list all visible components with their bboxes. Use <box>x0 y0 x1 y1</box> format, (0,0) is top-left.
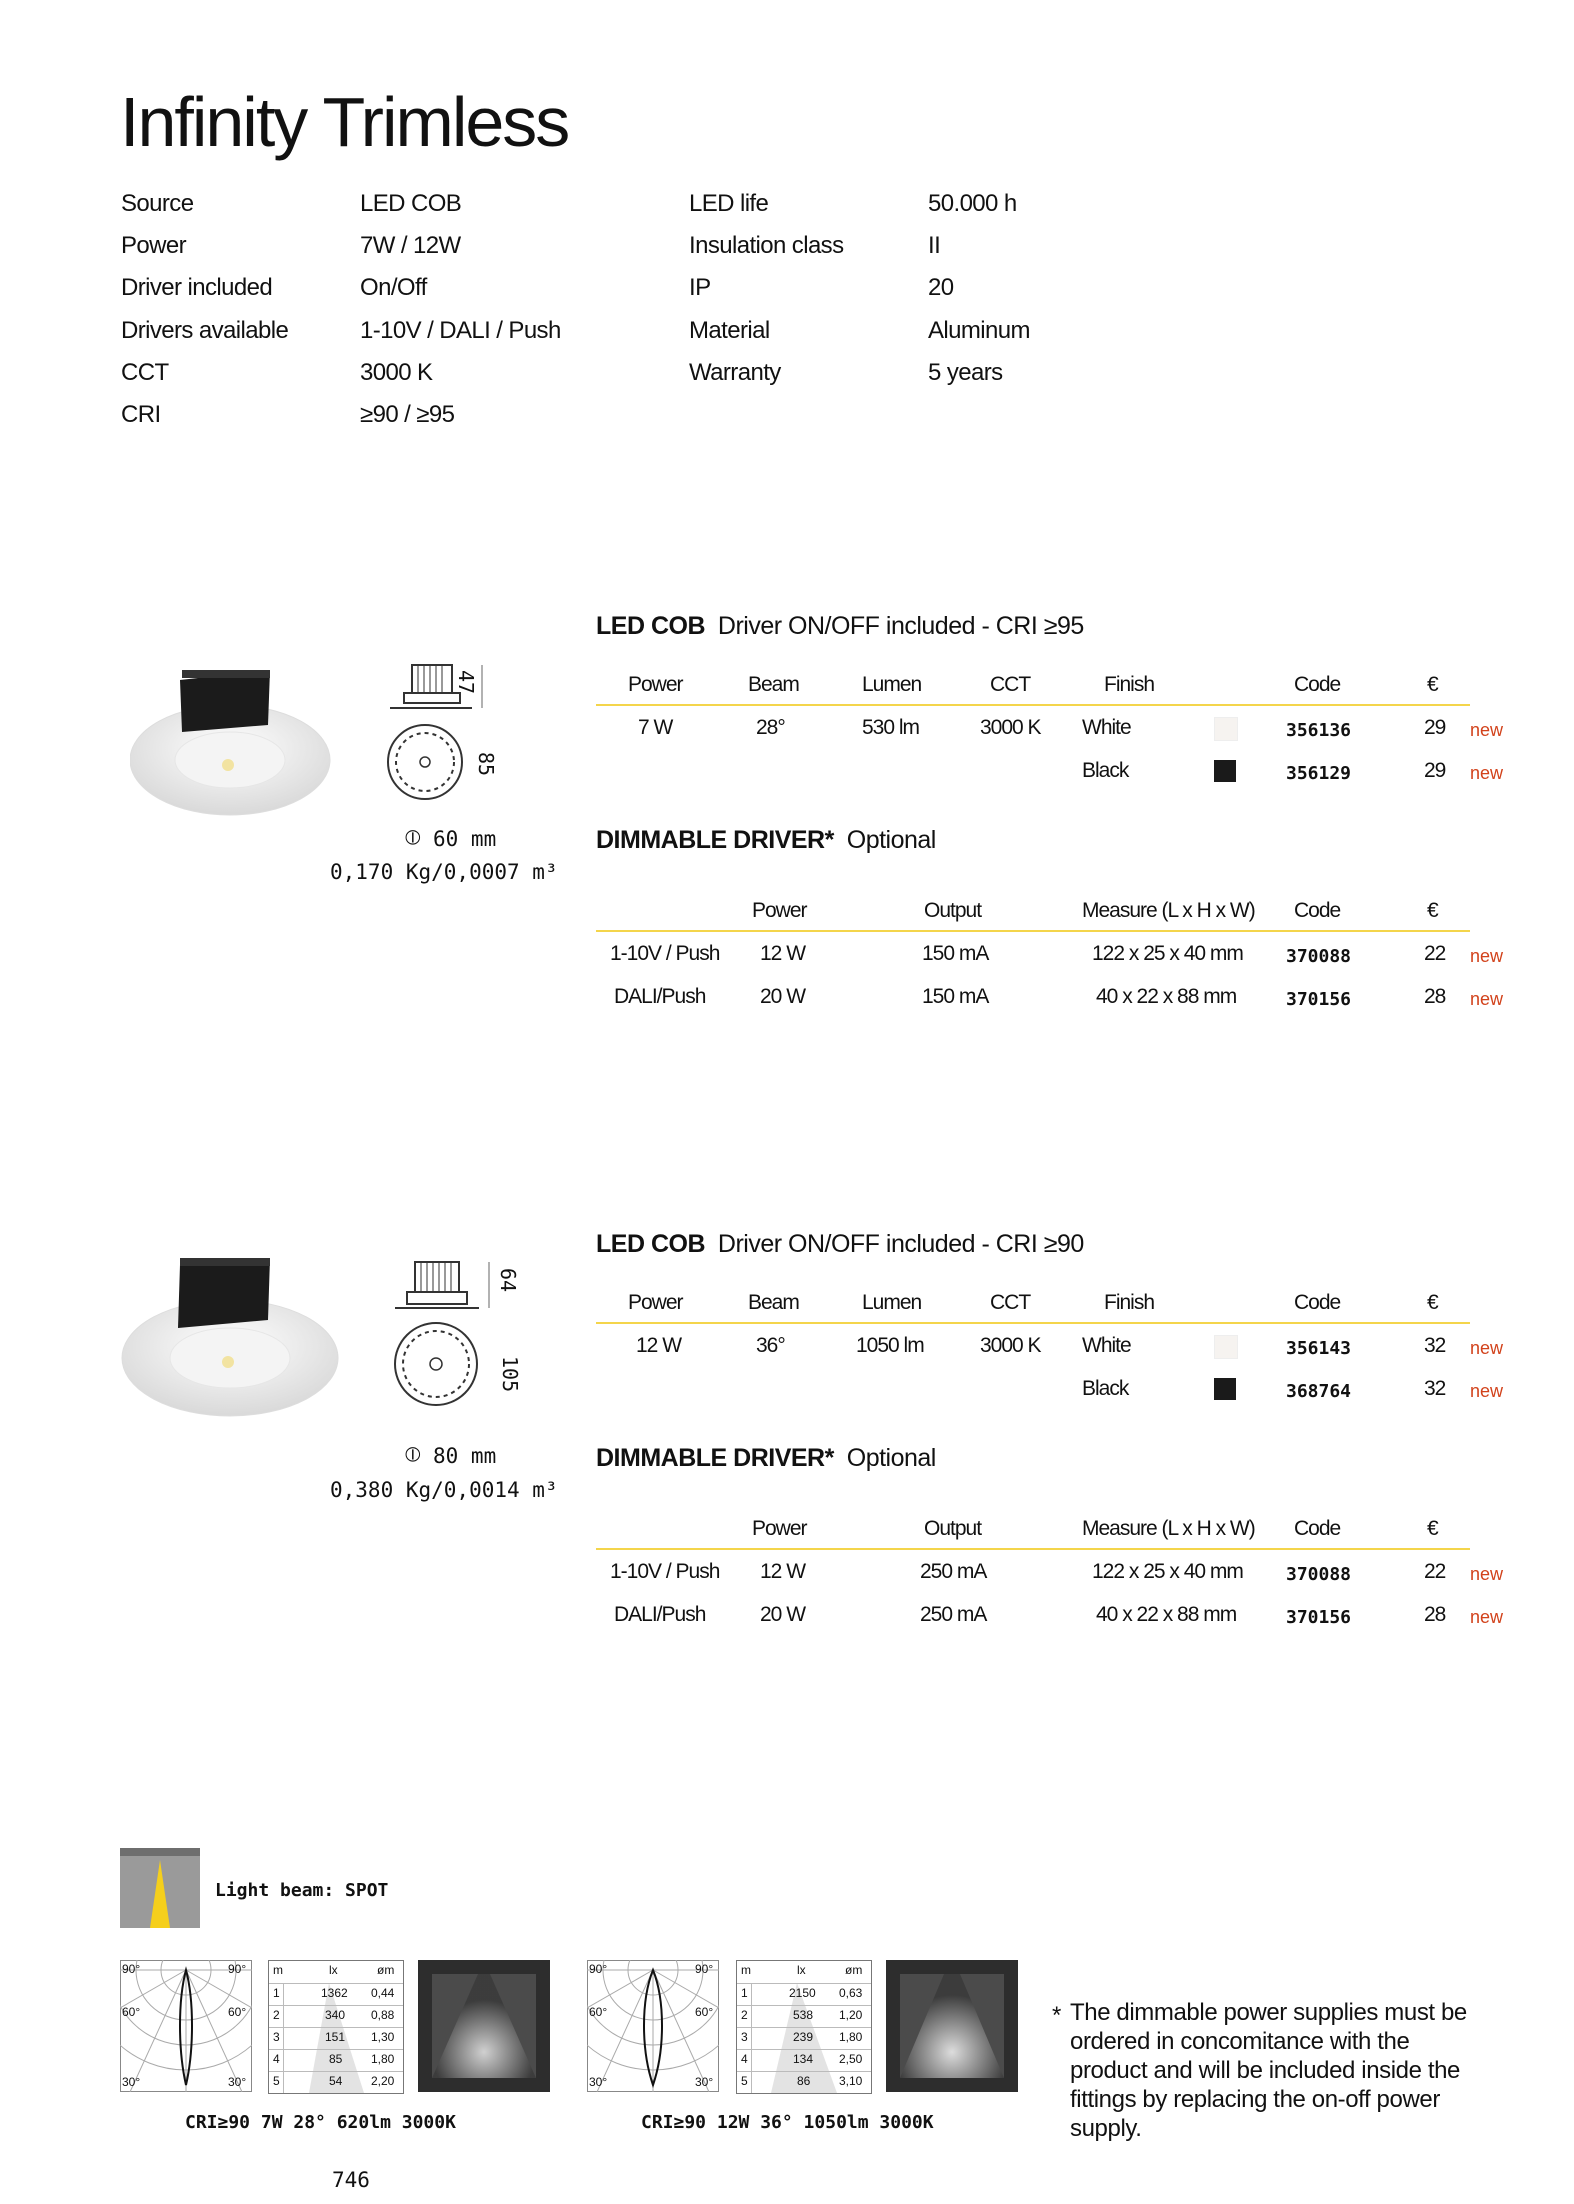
cell: 1 <box>273 1986 280 2000</box>
dim-diameter: 105 <box>498 1356 522 1393</box>
cell: 1,30 <box>371 2030 395 2044</box>
spec-label: LED life <box>689 190 769 217</box>
spec-value: On/Off <box>360 274 427 301</box>
driver-measure: 122 x 25 x 40 mm <box>1092 1560 1243 1583</box>
spec-value: II <box>928 232 941 259</box>
cell: 54 <box>329 2074 343 2088</box>
code-white: 356143 <box>1286 1338 1352 1359</box>
cell: 1362 <box>321 1986 348 2000</box>
driver-price: 22 <box>1424 1560 1446 1583</box>
section-title-bold: LED COB <box>596 612 705 640</box>
header-lumen: Lumen <box>862 673 922 696</box>
cell-beam: 28° <box>756 716 785 739</box>
cutout-icon: ⦶ <box>405 825 421 849</box>
cell: 239 <box>793 2030 814 2044</box>
top-drawing <box>392 1320 492 1420</box>
spec-label: Drivers available <box>121 317 289 344</box>
footnote: The dimmable power supplies must be ordered in concomitance with the product and will be included inside the fittings by replacing the on-off power supply. <box>1070 1999 1467 2142</box>
spec-label: CCT <box>121 359 169 386</box>
price-white: 32 <box>1424 1334 1446 1357</box>
section-title <box>596 1230 1084 1259</box>
driver-output: 150 mA <box>922 942 989 965</box>
header-beam: Beam <box>748 1291 799 1314</box>
angle-label: 60° <box>122 2005 141 2019</box>
driver-header-code: Code <box>1294 1517 1341 1540</box>
cell-lumen: 530 lm <box>862 716 920 739</box>
spec-label: Material <box>689 317 770 344</box>
code-white: 356136 <box>1286 720 1352 741</box>
header-rule <box>596 704 1470 706</box>
cell: 85 <box>329 2052 343 2066</box>
spec-value: 50.000 h <box>928 190 1017 217</box>
angle-label: 30° <box>589 2075 608 2089</box>
price-black: 29 <box>1424 759 1446 782</box>
finish-black-swatch <box>1214 1378 1236 1400</box>
side-drawing <box>390 660 500 720</box>
driver-output: 250 mA <box>920 1603 987 1626</box>
new-badge: new <box>1470 1338 1504 1358</box>
cell: 0,63 <box>839 1986 863 2000</box>
cell-beam: 36° <box>756 1334 785 1357</box>
product-photo <box>120 1250 360 1420</box>
photometry-caption: CRI≥90 7W 28° 620lm 3000K <box>185 2112 456 2133</box>
spec-value: ≥90 / ≥95 <box>360 401 455 428</box>
cell: 1,20 <box>839 2008 863 2022</box>
section-title-rest: Driver ON/OFF included - CRI ≥95 <box>717 612 1084 640</box>
illuminance-table <box>736 1960 872 2094</box>
driver-power: 20 W <box>760 985 806 1008</box>
cell: 5 <box>741 2074 748 2088</box>
angle-label: 30° <box>228 2075 247 2089</box>
new-badge: new <box>1470 989 1504 1009</box>
cell: 2150 <box>789 1986 816 2000</box>
header-beam: Beam <box>748 673 799 696</box>
angle-label: 60° <box>589 2005 608 2019</box>
header-finish: Finish <box>1104 673 1155 696</box>
beam-render <box>418 1960 550 2092</box>
dim-height: 47 <box>454 670 478 695</box>
spec-label: Driver included <box>121 274 273 301</box>
cell: 1 <box>741 1986 748 2000</box>
header-price: € <box>1427 1291 1438 1314</box>
header-rule <box>596 1322 1470 1324</box>
spec-value: 5 years <box>928 359 1003 386</box>
spec-label: CRI <box>121 401 161 428</box>
angle-label: 90° <box>228 1962 247 1976</box>
code-black: 368764 <box>1286 1381 1352 1402</box>
cell: 86 <box>797 2074 811 2088</box>
header-code: Code <box>1294 673 1341 696</box>
beam-render <box>886 1960 1018 2092</box>
driver-title-rest: Optional <box>846 1444 936 1472</box>
polar-diagram <box>120 1960 252 2092</box>
driver-title <box>596 1444 936 1473</box>
col-header: øm <box>845 1963 863 1977</box>
driver-type: 1-10V / Push <box>610 942 720 965</box>
price-white: 29 <box>1424 716 1446 739</box>
weight-volume: 0,380 Kg/0,0014 m³ <box>330 1478 558 1502</box>
driver-title-rest: Optional <box>846 826 936 854</box>
top-drawing <box>385 722 475 812</box>
finish-white: White <box>1082 1334 1131 1357</box>
finish-white-swatch <box>1214 1335 1238 1359</box>
spec-value: LED COB <box>360 190 462 217</box>
cell: 1,80 <box>839 2030 863 2044</box>
cell-power: 7 W <box>638 716 673 739</box>
side-drawing <box>395 1258 505 1318</box>
cell: 3 <box>273 2030 280 2044</box>
finish-black: Black <box>1082 1377 1129 1400</box>
driver-type: DALI/Push <box>614 1603 706 1626</box>
cell-cct: 3000 K <box>980 716 1041 739</box>
header-lumen: Lumen <box>862 1291 922 1314</box>
angle-label: 90° <box>589 1962 608 1976</box>
note-star: * <box>1052 2002 1062 2029</box>
cell: 2,20 <box>371 2074 395 2088</box>
header-cct: CCT <box>990 673 1031 696</box>
spec-value: 3000 K <box>360 359 433 386</box>
driver-header-price: € <box>1427 899 1438 922</box>
spec-label: IP <box>689 274 711 301</box>
header-finish: Finish <box>1104 1291 1155 1314</box>
new-badge: new <box>1470 763 1504 783</box>
section-title-bold: LED COB <box>596 1230 705 1258</box>
new-badge: new <box>1470 1381 1504 1401</box>
angle-label: 90° <box>695 1962 714 1976</box>
polar-diagram <box>587 1960 719 2092</box>
driver-price: 28 <box>1424 985 1446 1008</box>
section-title-rest: Driver ON/OFF included - CRI ≥90 <box>717 1230 1084 1258</box>
spot-beam-icon <box>120 1848 200 1928</box>
spec-value: 1-10V / DALI / Push <box>360 317 561 344</box>
driver-title-bold: DIMMABLE DRIVER* <box>596 826 834 854</box>
cell: 0,44 <box>371 1986 395 2000</box>
cell: 134 <box>793 2052 814 2066</box>
dim-diameter: 85 <box>474 752 498 777</box>
driver-code: 370156 <box>1286 989 1352 1010</box>
angle-label: 30° <box>122 2075 141 2089</box>
cell: 4 <box>273 2052 280 2066</box>
angle-label: 30° <box>695 2075 714 2089</box>
driver-power: 12 W <box>760 942 806 965</box>
cell: 2 <box>741 2008 748 2022</box>
weight-volume: 0,170 Kg/0,0007 m³ <box>330 860 558 884</box>
driver-output: 250 mA <box>920 1560 987 1583</box>
driver-price: 22 <box>1424 942 1446 965</box>
driver-price: 28 <box>1424 1603 1446 1626</box>
driver-measure: 40 x 22 x 88 mm <box>1096 985 1237 1008</box>
section-title <box>596 612 1084 641</box>
cutout-icon: ⦶ <box>405 1442 421 1466</box>
spec-value: Aluminum <box>928 317 1030 344</box>
driver-power: 20 W <box>760 1603 806 1626</box>
finish-white: White <box>1082 716 1131 739</box>
cell: 5 <box>273 2074 280 2088</box>
driver-header-measure: Measure (L x H x W) <box>1082 1517 1255 1540</box>
cell-cct: 3000 K <box>980 1334 1041 1357</box>
spec-label: Source <box>121 190 194 217</box>
driver-header-measure: Measure (L x H x W) <box>1082 899 1255 922</box>
col-header: m <box>273 1963 283 1977</box>
angle-label: 60° <box>228 2005 247 2019</box>
col-header: m <box>741 1963 751 1977</box>
spec-value: 20 <box>928 274 954 301</box>
driver-output: 150 mA <box>922 985 989 1008</box>
driver-header-code: Code <box>1294 899 1341 922</box>
col-header: lx <box>797 1963 806 1977</box>
dim-height: 64 <box>496 1268 520 1293</box>
driver-code: 370156 <box>1286 1607 1352 1628</box>
cutout-size: 80 mm <box>433 1444 497 1468</box>
header-code: Code <box>1294 1291 1341 1314</box>
finish-black: Black <box>1082 759 1129 782</box>
col-header: øm <box>377 1963 395 1977</box>
price-black: 32 <box>1424 1377 1446 1400</box>
finish-black-swatch <box>1214 760 1236 782</box>
col-header: lx <box>329 1963 338 1977</box>
driver-header-power: Power <box>752 1517 807 1540</box>
header-rule <box>596 1548 1470 1550</box>
spec-value: 7W / 12W <box>360 232 461 259</box>
cell: 3 <box>741 2030 748 2044</box>
light-beam-label: Light beam: SPOT <box>215 1880 389 1901</box>
cell: 538 <box>793 2008 814 2022</box>
cell: 340 <box>325 2008 346 2022</box>
cell: 151 <box>325 2030 346 2044</box>
driver-type: DALI/Push <box>614 985 706 1008</box>
angle-label: 60° <box>695 2005 714 2019</box>
photometry-caption: CRI≥90 12W 36° 1050lm 3000K <box>641 2112 934 2133</box>
product-photo <box>130 660 360 820</box>
header-power: Power <box>628 673 683 696</box>
driver-header-output: Output <box>924 899 982 922</box>
driver-code: 370088 <box>1286 946 1352 967</box>
cell: 4 <box>741 2052 748 2066</box>
cutout-size: 60 mm <box>433 827 497 851</box>
driver-header-power: Power <box>752 899 807 922</box>
cell: 1,80 <box>371 2052 395 2066</box>
cell: 2,50 <box>839 2052 863 2066</box>
header-price: € <box>1427 673 1438 696</box>
angle-label: 90° <box>122 1962 141 1976</box>
cell: 3,10 <box>839 2074 863 2088</box>
cell: 2 <box>273 2008 280 2022</box>
driver-title-bold: DIMMABLE DRIVER* <box>596 1444 834 1472</box>
finish-white-swatch <box>1214 717 1238 741</box>
new-badge: new <box>1470 1607 1504 1627</box>
driver-title <box>596 826 936 855</box>
page-number: 746 <box>332 2168 370 2192</box>
driver-measure: 122 x 25 x 40 mm <box>1092 942 1243 965</box>
spec-label: Power <box>121 232 187 259</box>
cell-power: 12 W <box>636 1334 682 1357</box>
new-badge: new <box>1470 720 1504 740</box>
driver-power: 12 W <box>760 1560 806 1583</box>
cell: 0,88 <box>371 2008 395 2022</box>
spec-label: Insulation class <box>689 232 844 259</box>
driver-header-output: Output <box>924 1517 982 1540</box>
spec-label: Warranty <box>689 359 781 386</box>
new-badge: new <box>1470 946 1504 966</box>
driver-header-price: € <box>1427 1517 1438 1540</box>
page-title: Infinity Trimless <box>120 83 569 161</box>
new-badge: new <box>1470 1564 1504 1584</box>
code-black: 356129 <box>1286 763 1352 784</box>
driver-code: 370088 <box>1286 1564 1352 1585</box>
cell-lumen: 1050 lm <box>856 1334 924 1357</box>
driver-measure: 40 x 22 x 88 mm <box>1096 1603 1237 1626</box>
driver-type: 1-10V / Push <box>610 1560 720 1583</box>
header-cct: CCT <box>990 1291 1031 1314</box>
header-power: Power <box>628 1291 683 1314</box>
illuminance-table <box>268 1960 404 2094</box>
header-rule <box>596 930 1470 932</box>
